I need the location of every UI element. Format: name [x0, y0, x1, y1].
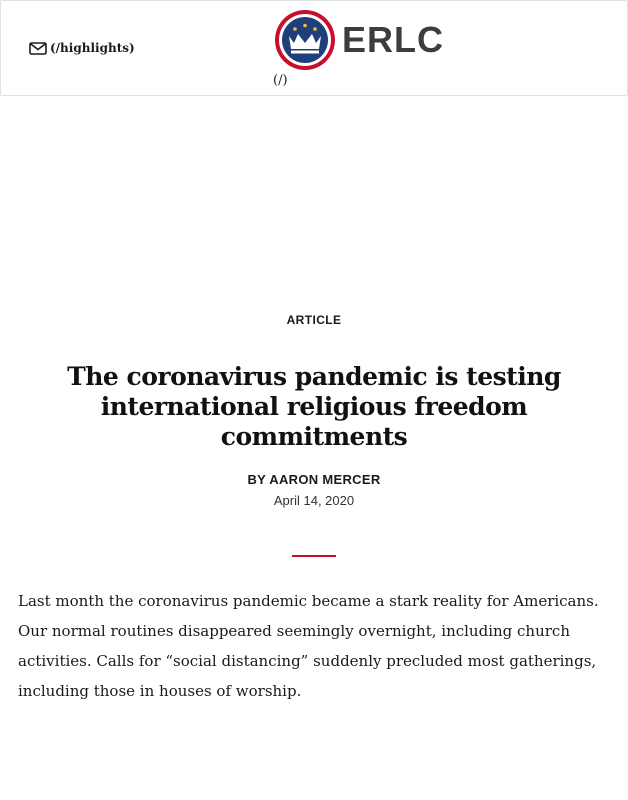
- article-title: The coronavirus pandemic is testing international religious freedom commitments: [67, 362, 561, 451]
- highlights-link[interactable]: [29, 41, 135, 55]
- logo-wordmark: ERLC: [342, 19, 444, 60]
- title-divider: [292, 555, 336, 557]
- article-kicker: ARTICLE: [286, 313, 342, 327]
- site-header: [0, 0, 628, 96]
- article-byline: BY AARON MERCER: [247, 472, 381, 487]
- article-date: April 14, 2020: [273, 493, 355, 508]
- article-body: Last month the coronavirus pandemic became a stark reality for Americans. Our normal routines disappeared seemingly overnight, including church activities. Calls for “social distancing” suddenly precluded most gatherings, including those in houses of worship.: [18, 592, 599, 700]
- logo-link-text[interactable]: (/): [273, 73, 288, 88]
- erlc-logo[interactable]: [274, 9, 444, 71]
- envelope-icon: [29, 42, 47, 55]
- highlights-link-label: (/highlights): [50, 41, 135, 55]
- crown-icon: [274, 9, 336, 71]
